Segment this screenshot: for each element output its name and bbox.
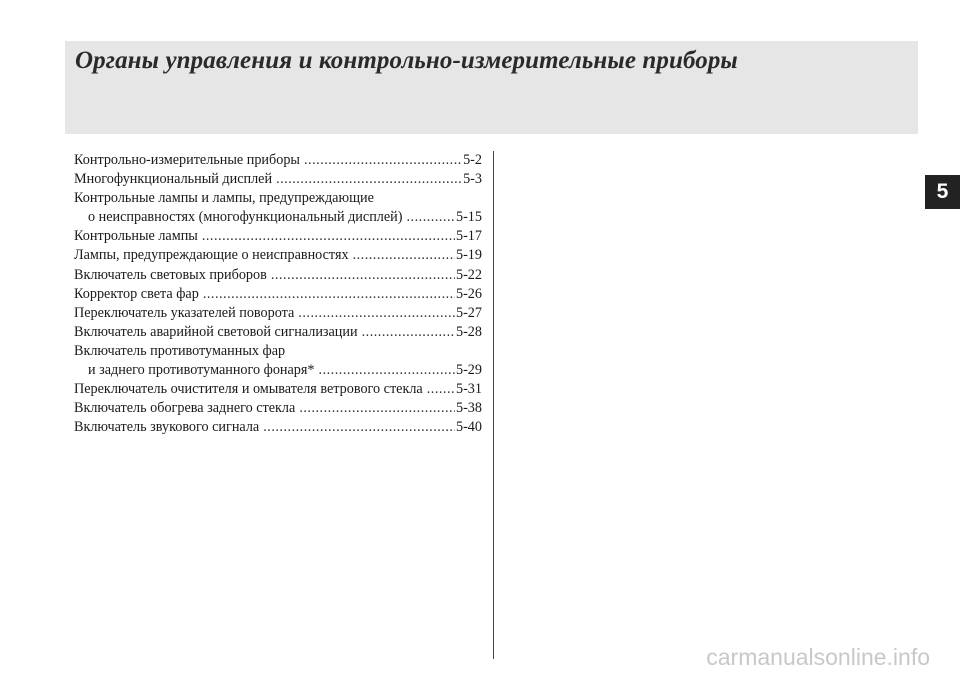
toc-entry-title: Контрольные лампы и лампы, предупреждающие	[74, 190, 374, 207]
toc-page-number[interactable]: 5-17	[455, 228, 482, 245]
toc-entry-title: Контрольные лампы	[74, 228, 198, 245]
chapter-header	[65, 41, 918, 134]
dot-leader	[276, 170, 462, 189]
toc-entry-line	[74, 380, 482, 399]
toc-entry-continuation	[74, 361, 482, 380]
toc-entry-title: Включатель противотуманных фар	[74, 342, 286, 359]
toc-entry-line	[74, 399, 482, 418]
chapter-tab[interactable]: 5	[925, 175, 960, 209]
toc-entry-line	[74, 266, 482, 285]
toc-entry-title: Корректор света фар	[74, 285, 199, 302]
toc-page-number[interactable]: 5-26	[455, 285, 482, 302]
dot-leader	[427, 380, 455, 399]
toc-entry[interactable]	[74, 304, 482, 323]
dot-leader	[298, 304, 455, 323]
toc-entry-line	[74, 342, 482, 361]
toc-entry[interactable]	[74, 151, 482, 170]
toc-entry-line	[74, 170, 482, 189]
toc-entry[interactable]	[74, 189, 482, 227]
toc-entry-line	[74, 304, 482, 323]
table-of-contents	[74, 151, 482, 437]
dot-leader	[202, 227, 455, 246]
toc-entry-line	[74, 285, 482, 304]
dot-leader	[407, 208, 455, 227]
toc-entry-line	[74, 151, 482, 170]
dot-leader	[271, 266, 455, 285]
toc-entry[interactable]	[74, 285, 482, 304]
toc-entry-title: Включатель аварийной световой сигнализации	[74, 323, 358, 340]
dot-leader	[203, 285, 455, 304]
toc-page-number[interactable]: 5-40	[455, 419, 482, 436]
toc-entry-line	[74, 246, 482, 265]
toc-entry-title: Включатель звукового сигнала	[74, 419, 260, 436]
toc-entry-title: Лампы, предупреждающие о неисправностях	[74, 247, 349, 264]
toc-entry[interactable]	[74, 342, 482, 380]
toc-entry-title: Включатель обогрева заднего стекла	[74, 400, 296, 417]
toc-page-number[interactable]: 5-19	[455, 247, 482, 264]
dot-leader	[362, 323, 455, 342]
toc-entry-title: Многофункциональный дисплей	[74, 171, 273, 188]
toc-entry[interactable]	[74, 323, 482, 342]
toc-entry-title: о неисправностях (многофункциональный дисплей)	[88, 209, 403, 226]
toc-page-number[interactable]: 5-31	[455, 381, 482, 398]
toc-entry-title: Контрольно-измерительные приборы	[74, 152, 300, 168]
toc-page-number[interactable]: 5-27	[455, 304, 482, 321]
dot-leader	[263, 418, 455, 437]
toc-entry[interactable]	[74, 246, 482, 265]
toc-entry[interactable]	[74, 170, 482, 189]
toc-entry-title: и заднего противотуманного фонаря*	[88, 362, 315, 379]
watermark: carmanualsonline.info	[706, 644, 930, 670]
toc-entry[interactable]	[74, 266, 482, 285]
dot-leader	[304, 151, 462, 170]
dot-leader	[353, 246, 455, 265]
toc-page-number[interactable]: 5-29	[455, 362, 482, 379]
toc-entry-line	[74, 418, 482, 437]
toc-page-number[interactable]: 5-22	[455, 266, 482, 283]
toc-entry-title: Включатель световых приборов	[74, 266, 267, 283]
dot-leader	[299, 399, 455, 418]
dot-leader	[319, 361, 455, 380]
toc-entry-line	[74, 227, 482, 246]
toc-entry-line	[74, 189, 482, 208]
toc-entry[interactable]	[74, 380, 482, 399]
toc-entry-title: Переключатель указателей поворота	[74, 304, 295, 321]
toc-entry[interactable]	[74, 399, 482, 418]
toc-entry-title: Переключатель очистителя и омывателя ветрового стекла	[74, 381, 423, 398]
chapter-title: Органы управления и контрольно-измерительные приборы	[75, 47, 738, 74]
toc-entry[interactable]	[74, 418, 482, 437]
toc-page-number[interactable]: 5-2	[463, 152, 482, 168]
toc-entry[interactable]	[74, 227, 482, 246]
toc-page-number[interactable]: 5-3	[463, 171, 482, 188]
toc-entry-continuation	[74, 208, 482, 227]
toc-entry-line	[74, 323, 482, 342]
column-divider	[493, 151, 494, 659]
toc-page-number[interactable]: 5-28	[455, 323, 482, 340]
toc-page-number[interactable]: 5-15	[455, 209, 482, 226]
toc-page-number[interactable]: 5-38	[455, 400, 482, 417]
